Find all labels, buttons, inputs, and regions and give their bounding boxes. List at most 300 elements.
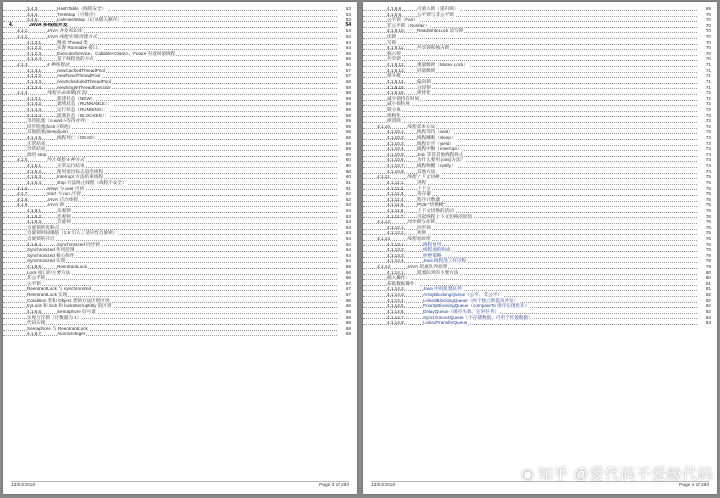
toc-entry[interactable] [3, 331, 357, 337]
toc-entry-title: 其他阻塞(sleep/join) [27, 129, 68, 135]
toc-entry-number: 4.1.14.6. [387, 308, 405, 314]
toc-entry-number: 4.1.3.3. [27, 78, 43, 84]
toc-entry-title: 线程池的组成 [423, 247, 451, 253]
toc-entry-number: 4.1.10.6. [387, 157, 405, 163]
toc-entry-title: 线程中断（interrupt） [417, 146, 462, 152]
toc-entry-page: 71 [705, 62, 711, 68]
toc-entry-page: 59 [345, 146, 351, 152]
toc-entry-title: 拒绝策略 [423, 252, 442, 258]
toc-entry-title: 锁消除 [387, 118, 401, 124]
toc-entry-page: 59 [345, 135, 351, 141]
toc-entry-page: 69 [345, 325, 351, 331]
toc-entry-page: 78 [705, 258, 711, 264]
toc-entry-page: 68 [345, 303, 351, 309]
toc-entry-number: 3.4.3. [27, 6, 39, 11]
toc-entry-page: 54 [345, 39, 351, 45]
toc-entry-number: 3.4.5. [27, 17, 39, 23]
toc-entry-title: 线程让步（yield） [417, 140, 455, 146]
toc-entry-title: 自旋锁的开启 [27, 235, 55, 241]
toc-entry-number: 4.1.14.5. [387, 303, 405, 309]
toc-entry-page: 71 [705, 67, 711, 73]
toc-entry-page: 68 [345, 308, 351, 314]
toc-entry-page: 66 [345, 269, 351, 275]
toc-entry-title: 线程复用 [423, 241, 442, 247]
toc-entry-number: 4.1.11.1. [387, 179, 405, 185]
toc-entry-page: 83 [705, 314, 711, 320]
toc-entry-page: 71 [705, 78, 711, 84]
toc-entry-number: 4.1.13.3. [387, 252, 405, 258]
toc-entry-title: 写锁 [387, 39, 397, 45]
toc-entry-number: 4.1.13.2. [387, 247, 405, 253]
toc-entry-title: 乐观锁 [57, 207, 71, 213]
toc-entry-title: LinkHashMap（记录插入顺序） [57, 17, 122, 23]
toc-entry-page: 57 [345, 67, 351, 73]
toc-entry-page: 76 [705, 241, 711, 247]
toc-entry-page: 63 [345, 224, 351, 230]
toc-entry-title: 线程唤醒（notify） [417, 163, 456, 169]
toc-entry-page: 78 [705, 252, 711, 258]
toc-entry-title: JAVA 多线程并发 [29, 22, 68, 28]
toc-entry-title: 偏向锁 [417, 78, 431, 84]
toc-entry-title: 就绪状态（RUNNABLE）： [57, 101, 112, 107]
toc-entry-page: 70 [705, 56, 711, 62]
toc-entry-number: 4. [9, 21, 14, 28]
toc-entry-title: 插入操作： [387, 275, 410, 281]
toc-entry-number: 4.1.9.8. [387, 6, 403, 11]
toc-entry-title: 读锁 [387, 34, 397, 40]
toc-entry-page: 54 [345, 21, 351, 28]
toc-entry-number: 4.1.1. [17, 28, 29, 34]
toc-entry-page: 72 [705, 101, 711, 107]
toc-entry-title: stop 方法终止线程（线程不安全） [57, 179, 127, 185]
toc-entry-title: 非公平锁（Nonfair） [387, 22, 430, 28]
toc-entry-title: sleep 与 wait 区别 [47, 185, 84, 191]
toc-entry-title: 4 种线程池 [47, 62, 70, 68]
toc-entry-page: 66 [345, 264, 351, 270]
toc-entry-page: 59 [345, 101, 351, 107]
toc-entry-title: 减少锁持有时间 [387, 95, 420, 101]
toc-entry-number: 3.4.4. [27, 11, 39, 17]
toc-entry-title: ReadWriteLock 读写锁 [417, 28, 464, 34]
toc-entry-number: 4.1.4.3. [27, 106, 43, 112]
toc-entry-page: 70 [705, 50, 711, 56]
toc-entry-number: 4.1.13.1. [387, 241, 405, 247]
toc-entry-title: 共享锁和独占锁 [417, 45, 450, 51]
toc-entry-title: 程序计数器 [417, 196, 440, 202]
toc-entry-page: 76 [705, 207, 711, 213]
toc-entry-page: 70 [705, 17, 711, 23]
toc-entry-page: 72 [705, 118, 711, 124]
toc-entry-page: 54 [345, 34, 351, 40]
toc-entry-title: 死锁 [417, 230, 427, 236]
toc-entry-page: 64 [345, 252, 351, 258]
toc-entry-number: 4.1.9.15. [387, 84, 405, 90]
toc-entry-number: 4.1.14.7. [387, 314, 405, 320]
toc-entry-title: ReentrantLock 实现 [27, 292, 68, 298]
footer-date: 13/04/2018 [11, 483, 36, 488]
toc-entry-page: 79 [705, 264, 711, 270]
toc-entry-title: Semaphore 信号量 [57, 308, 96, 314]
toc-entry-number: 4.1.3. [17, 62, 29, 68]
toc-entry-title: 为什么要用 join()方法？ [417, 157, 466, 163]
toc-entry-title: PriorityBlockingQueue（compareTo 排序实现优先） [423, 303, 530, 309]
toc-entry-page: 72 [705, 90, 711, 96]
zhihu-logo-icon: ◉ [521, 466, 535, 483]
toc-entry-number: 4.1.5.3. [27, 174, 43, 180]
toc-entry-title: 使用退出标志退出线程 [57, 168, 103, 174]
toc-entry-number: 4.1.11.5. [387, 202, 405, 208]
toc-entry-page: 67 [345, 286, 351, 292]
toc-entry-page: 59 [345, 112, 351, 118]
toc-entry-title: JAVA 锁 [47, 202, 64, 208]
toc-entry-number: 4.1.11.4. [387, 196, 405, 202]
toc-entry-title: 重量级锁（Mutex Lock） [417, 62, 469, 68]
toc-entry-title: 分段锁 [417, 84, 431, 90]
toc-entry-page: 73 [705, 146, 711, 152]
toc-entry-title: 终止线程 4 种方式 [47, 157, 85, 163]
toc-entry-title: Synchronized 实现 [27, 258, 66, 264]
toc-entry-title: tryLock 和 lock 和 lockInterruptibly 的区别 [27, 303, 112, 309]
toc-entry-page: 62 [345, 196, 351, 202]
toc-entry-page: 75 [705, 179, 711, 185]
toc-entry-number: 4.1.11.3. [387, 191, 405, 197]
toc-entry-number: 4.1.9.11. [387, 45, 405, 51]
toc-entry-page: 73 [705, 135, 711, 141]
toc-entry-number: 4.1.11. [377, 174, 391, 180]
toc-entry-page: 58 [345, 90, 351, 96]
toc-entry-number: 4.1.9.2. [27, 213, 43, 219]
toc-entry-page: 59 [345, 106, 351, 112]
toc-entry-title: 线程基本方法 [407, 123, 435, 129]
toc-entry-title: 独占锁 [387, 50, 401, 56]
toc-entry-page: 74 [705, 151, 711, 157]
toc-entry-number: 4.1.14.4. [387, 297, 405, 303]
toc-entry-title: 实现 Runnable 接口。 [57, 45, 103, 51]
toc-entry-number: 4.1.13. [377, 235, 392, 241]
toc-entry-title: 引起线程上下文切换的原因 [417, 213, 473, 219]
toc-entry-title: start 与 run 区别 [47, 191, 81, 197]
toc-entry-title: 自旋锁的优缺点 [27, 224, 60, 230]
toc-entry-page: 59 [345, 151, 351, 157]
toc-entry-title: Condition 类和 Object 类锁方法区别区别 [27, 297, 110, 303]
document-page-left [3, 2, 357, 494]
toc-entry-number: 4.1.10. [377, 123, 392, 129]
table-of-contents-right [363, 6, 717, 326]
toc-entry-page: 68 [345, 320, 351, 326]
toc-entry-number: 4.1.4.4. [27, 112, 43, 118]
toc-entry-page: 80 [705, 269, 711, 275]
toc-entry-page: 57 [345, 73, 351, 79]
toc-entry-page: 76 [705, 247, 711, 253]
toc-entry-title: newCachedThreadPool [57, 67, 106, 73]
toc-entry-number: 4.1.14.2. [387, 286, 405, 292]
toc-entry-title: 锁优化 [417, 90, 431, 96]
toc-entry-number: 4.1.5. [17, 157, 29, 163]
toc-entry-title: 锁粗化 [387, 112, 401, 118]
toc-entry-title: Interrupt 方法结束线程 [57, 174, 103, 180]
toc-entry-page: 63 [345, 207, 351, 213]
toc-entry-page: 61 [345, 185, 351, 191]
toc-entry-number: 4.1.5.2. [27, 168, 43, 174]
toc-entry-title: 悲观锁 [57, 213, 71, 219]
toc-entry-number: 4.1.10.8. [387, 168, 405, 174]
toc-entry-title: 新建状态（NEW） [57, 95, 96, 101]
toc-entry-number: 4.1.9.12. [387, 62, 405, 68]
toc-entry-title: 公平锁与非公平锁 [417, 11, 454, 17]
toc-entry-number: 4.1.3.2. [27, 73, 43, 79]
toc-entry-number: 4.1.14.8. [387, 320, 405, 326]
toc-entry-title: 线程生命周期(状态) [47, 90, 87, 96]
toc-entry-page: 72 [705, 95, 711, 101]
toc-entry-number: 4.1.9.13. [387, 67, 405, 73]
toc-entry-page: 58 [345, 95, 351, 101]
toc-entry-title: ReentrantLock [57, 264, 87, 270]
toc-entry-title: 基于线程池的方式 [57, 56, 94, 62]
toc-entry-page: 76 [705, 235, 711, 241]
toc-entry-page: 72 [705, 106, 711, 112]
toc-entry-title: Semaphore 与 ReentrantLock [27, 325, 88, 331]
toc-entry-page: 70 [705, 28, 711, 34]
toc-entry-title: ReentrantLock 与 synchronized [27, 286, 92, 292]
toc-entry-number: 4.1.3.4. [27, 84, 43, 90]
toc-entry-title: 共享锁 [387, 56, 401, 62]
toc-entry-number: 4.1.12.2. [387, 230, 405, 236]
toc-entry-number: 4.1.14.1. [387, 269, 405, 275]
toc-entry-number: 4.1.9.10. [387, 28, 405, 34]
toc-entry-title: Synchronized 作用范围 [27, 247, 75, 253]
toc-entry-title: 异常结束 [27, 146, 46, 152]
toc-entry-number: 4.1.9.4. [27, 241, 43, 247]
toc-entry-title: Java 中的阻塞队列 [423, 286, 462, 292]
watermark-text: 知乎 @爱代码不爱敲代码 [537, 466, 713, 483]
toc-entry-page: 60 [345, 163, 351, 169]
toc-entry-title: LinkedTransferQueue [423, 320, 468, 326]
toc-entry-page: 60 [345, 174, 351, 180]
toc-entry-title: 其他方法： [417, 168, 440, 174]
toc-entry-page: 69 [705, 6, 711, 11]
toc-entry-number: 4.1.4.5. [27, 135, 43, 141]
toc-entry-page: 63 [345, 213, 351, 219]
toc-entry-title: 进程 [417, 179, 427, 185]
toc-entry-number: 4.1.11.6. [387, 207, 405, 213]
toc-entry-title: 锁升级 [387, 73, 401, 79]
toc-entry-number: 4.1.10.7. [387, 163, 405, 169]
toc-entry-page: 81 [705, 286, 711, 292]
toc-entry[interactable] [363, 320, 717, 326]
toc-entry-number: 4.1.9.5. [27, 264, 43, 270]
toc-entry-page: 56 [345, 56, 351, 62]
toc-entry-page: 70 [705, 34, 711, 40]
toc-entry-page: 75 [705, 202, 711, 208]
toc-entry-number: 4.1.9.6. [27, 308, 43, 314]
toc-entry-page: 62 [345, 191, 351, 197]
toc-entry-page: 71 [705, 73, 711, 79]
toc-entry-title: 同步锁与死锁 [407, 219, 435, 225]
toc-entry-page: 63 [345, 202, 351, 208]
toc-entry-number: 4.1.2.2. [27, 45, 43, 51]
toc-entry-page: 66 [345, 275, 351, 281]
toc-entry-page: 75 [705, 196, 711, 202]
toc-entry-page: 55 [345, 50, 351, 56]
toc-entry-page: 59 [345, 123, 351, 129]
toc-entry-page: 64 [345, 247, 351, 253]
toc-entry-title: 上下文 [417, 185, 431, 191]
toc-entry-number: 4.1.9.9. [387, 11, 403, 17]
toc-entry-number: 4.1.13.4. [387, 258, 405, 264]
toc-entry-number: 4.1.6. [17, 185, 29, 191]
toc-entry-number: 4.1.11.7. [387, 213, 405, 219]
toc-entry-number: 4.1.4.1. [27, 95, 43, 101]
toc-entry-number: 4.1.10.1. [387, 129, 405, 135]
toc-entry-title: Java 线程池工作过程 [423, 258, 467, 264]
toc-entry-page: 70 [705, 45, 711, 51]
toc-entry-title: TreeMap（可排序） [57, 11, 99, 17]
toc-entry-page: 70 [705, 11, 711, 17]
toc-entry-title: 公平锁 [27, 280, 41, 286]
toc-entry-number: 4.1.9.3. [27, 219, 43, 225]
toc-entry-page: 73 [705, 140, 711, 146]
toc-entry-title: 线程死亡（DEAD） [57, 135, 98, 141]
toc-entry-title: 代码实现 [27, 320, 46, 326]
toc-entry-page: 82 [705, 297, 711, 303]
toc-entry-page: 70 [705, 39, 711, 45]
toc-entry-number: 4.1.9.16. [387, 90, 405, 96]
toc-entry-number: 4.1.10.2. [387, 135, 405, 141]
toc-entry-title: 非公平锁 [27, 275, 46, 281]
toc-entry-number: 4.1.2. [17, 34, 29, 40]
toc-entry-title: JAVA 线程实现/创建方式 [47, 34, 98, 40]
toc-entry-page: 75 [705, 191, 711, 197]
toc-entry-title: JAVA 阻塞队列原理 [407, 264, 447, 270]
watermark [521, 463, 713, 484]
toc-entry-title: 减小锁粒度 [387, 101, 410, 107]
toc-entry-title: Lock 接口的主要方法 [27, 269, 71, 275]
toc-entry-page: 74 [705, 163, 711, 169]
footer-date: 13/04/2018 [371, 483, 396, 488]
toc-entry-page: 76 [705, 213, 711, 219]
toc-entry-number: 4.1.14. [377, 264, 392, 270]
toc-entry-page: 63 [345, 230, 351, 236]
toc-entry-number: 4.1.10.5. [387, 151, 405, 157]
toc-entry-number: 4.1.14.3. [387, 292, 405, 298]
toc-entry-page: 63 [345, 219, 351, 225]
toc-entry-page: 54 [345, 28, 351, 34]
toc-entry-title: ArrayBlockingQueue（公平、非公平） [423, 292, 502, 298]
footer-page-number: Page 3 of 283 [319, 483, 349, 488]
toc-entry-title: 线程上下文切换 [407, 174, 440, 180]
toc-entry-title: DelayQueue（缓存失效、定时任务） [423, 308, 500, 314]
toc-entry-number: 4.1.11.2. [387, 185, 405, 191]
toc-entry-title: 可重入锁（递归锁） [417, 6, 459, 11]
toc-entry-page: 58 [345, 78, 351, 84]
toc-entry-number: 4.1.4.2. [27, 101, 43, 107]
toc-entry-page: 81 [705, 280, 711, 286]
toc-entry-title: Synchronized 同步锁 [57, 241, 100, 247]
toc-entry-number: 4.1.10.4. [387, 146, 405, 152]
toc-entry-title: 同步阻塞(lock->锁池) [27, 123, 71, 129]
toc-entry-page: 64 [345, 241, 351, 247]
toc-entry-title: 继承 Thread 类 [57, 39, 88, 45]
toc-entry-title: 等待阻塞（o.wait->等待对列）： [27, 118, 92, 124]
toc-entry-title: 线程池原理 [407, 235, 430, 241]
toc-entry-page: 75 [705, 185, 711, 191]
toc-entry-page: 54 [345, 45, 351, 51]
toc-entry-title: 同步锁 [417, 224, 431, 230]
toc-entry-number: 4.1.2.4. [27, 56, 43, 62]
toc-entry-page: 53 [345, 17, 351, 23]
toc-entry-page: 60 [345, 168, 351, 174]
toc-entry-page: 56 [345, 62, 351, 68]
toc-entry-page: 59 [345, 140, 351, 146]
toc-entry-page: 64 [345, 235, 351, 241]
toc-entry-page: 60 [345, 157, 351, 163]
toc-entry-title: 上下文切换的活动 [417, 207, 454, 213]
toc-entry-number: 4.1.2.3. [27, 50, 43, 56]
toc-entry-title: newScheduledThreadPool [57, 78, 111, 84]
toc-entry-page: 75 [705, 174, 711, 180]
toc-entry-title: 锁分离 [387, 106, 401, 112]
toc-entry-title: 实现互斥锁（计数器为 1） [27, 314, 82, 320]
toc-entry-page: 76 [705, 230, 711, 236]
toc-entry-number: 4.1.8. [17, 196, 29, 202]
toc-entry-page: 69 [345, 331, 351, 337]
page-footer-left [11, 481, 349, 490]
toc-entry-page: 72 [705, 123, 711, 129]
toc-entry-page: 64 [345, 258, 351, 264]
toc-entry-title: PCB-"切换帧" [417, 202, 446, 208]
toc-entry-title: SynchronousQueue（不存储数据、可用于传递数据） [423, 314, 533, 320]
toc-entry-title: 线程睡眠（sleep） [417, 135, 456, 141]
toc-entry-page: 67 [345, 292, 351, 298]
toc-entry-title: 公平锁（Fair） [387, 17, 418, 23]
toc-entry-number: 4.1.9.1. [27, 207, 43, 213]
toc-entry-title: JAVA 后台线程 [47, 196, 78, 202]
toc-entry-title: 自旋锁时间阈值（1.6 引入了适应性自旋锁） [27, 230, 118, 236]
toc-entry-number: 4.1.4. [17, 90, 29, 96]
toc-entry-title: 轻量级锁 [417, 67, 436, 73]
toc-entry-page: 76 [705, 224, 711, 230]
toc-entry-page: 59 [345, 118, 351, 124]
toc-entry-title: 正常结束 [27, 140, 46, 146]
toc-entry-page: 67 [345, 280, 351, 286]
toc-entry-title: LinkedBlockingQueue（两个独立锁提高并发） [423, 297, 519, 303]
toc-entry-title: Join 等待其他线程终止 [417, 151, 464, 157]
toc-entry-page: 76 [705, 219, 711, 225]
toc-entry-number: 4.1.10.3. [387, 140, 405, 146]
toc-entry-title: newFixedThreadPool [57, 73, 101, 79]
toc-entry-title: ExecutorService、Callable<Class>、Future 有返回值线程 [57, 50, 176, 56]
toc-entry-page: 82 [705, 308, 711, 314]
toc-entry-page: 53 [345, 6, 351, 11]
toc-entry-page: 71 [705, 84, 711, 90]
toc-entry-title: Synchronized 核心组件 [27, 252, 75, 258]
toc-entry-title: 运行状态（RUNNING）： [57, 106, 109, 112]
toc-entry-number: 4.1.5.1. [27, 163, 43, 169]
toc-entry-number: 4.1.12. [377, 219, 392, 225]
toc-entry-page: 61 [345, 179, 351, 185]
document-page-right [363, 2, 717, 494]
toc-entry-number: 4.1.7. [17, 191, 29, 197]
toc-entry-page: 82 [705, 303, 711, 309]
toc-entry-title: 调用 stop [27, 151, 47, 157]
toc-entry-number: 4.1.9.7. [27, 331, 43, 337]
toc-entry-page: 74 [705, 168, 711, 174]
toc-entry-number: 4.1.5.4. [27, 179, 43, 185]
toc-entry-title: 正常运行结束 [57, 163, 85, 169]
toc-entry-page: 80 [705, 275, 711, 281]
toc-entry-title: 自旋锁 [57, 219, 71, 225]
toc-entry-title: 阻塞队列的主要方法 [417, 269, 459, 275]
